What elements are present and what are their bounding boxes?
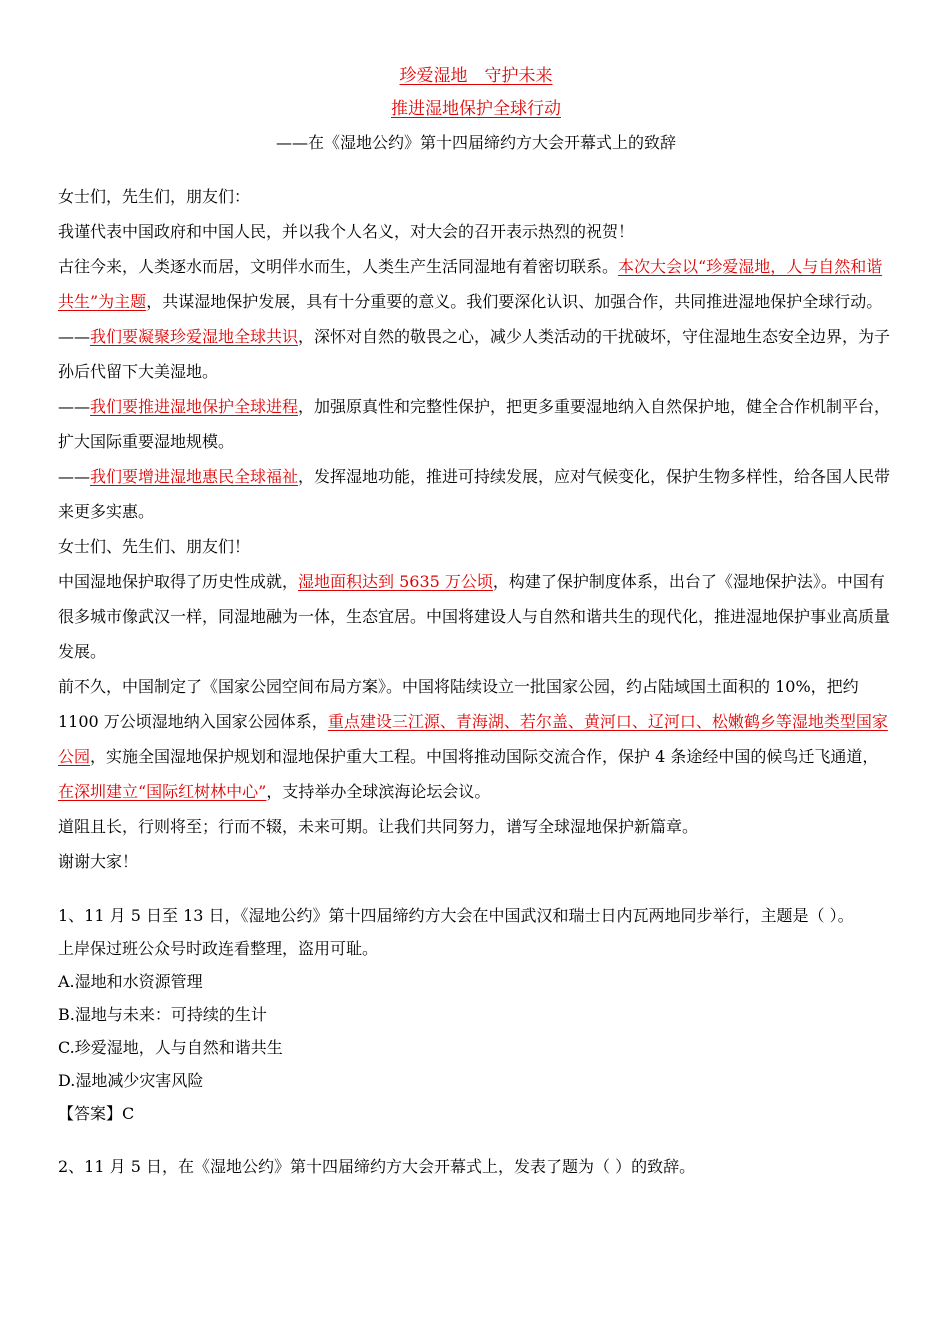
- greeting-2: 女士们、先生们、朋友们！: [58, 537, 251, 556]
- highlight-process: 我们要推进湿地保护全球进程: [90, 397, 299, 416]
- paragraph-1: 我谨代表中国政府和中国人民，并以我个人名义，对大会的召开表示热烈的祝贺！: [58, 222, 635, 241]
- highlight-area: 湿地面积达到 5635 万公顷: [298, 572, 493, 591]
- question-1: 1、11 月 5 日至 13 日，《湿地公约》第十四届缔约方大会在中国武汉和瑞士日内瓦两地同步举行，主题是（ ）。: [58, 906, 854, 925]
- paragraph-5: ——我们要增进湿地惠民全球福祉，发挥湿地功能，推进可持续发展，应对气候变化，保护生物多样性，给各国人民带来更多实惠。: [58, 467, 891, 521]
- paragraph-9: 谢谢大家！: [58, 852, 139, 871]
- subtitle: ——在《湿地公约》第十四届缔约方大会开幕式上的致辞: [275, 133, 676, 152]
- paragraph-4: ——我们要推进湿地保护全球进程，加强原真性和完整性保护，把更多重要湿地纳入自然保护地，健全合作机制平台，扩大国际重要湿地规模。: [58, 397, 891, 451]
- paragraph-2: 古往今来，人类逐水而居，文明伴水而生，人类生产生活同湿地有着密切联系。本次大会以“珍爱湿地，人与自然和谐共生”为主题，共谋湿地保护发展，具有十分重要的意义。我们要深化认识、加强合作，共同推进湿地保护全球行动。: [58, 257, 883, 311]
- title-line-2: 推进湿地保护全球行动: [391, 99, 561, 119]
- answer: 【答案】C: [58, 1104, 135, 1123]
- highlight-mangrove-center: 在深圳建立“国际红树林中心”: [58, 782, 267, 801]
- option-a: A.湿地和水资源管理: [58, 972, 203, 991]
- highlight-national-parks: 重点建设三江源、青海湖、若尔盖、黄河口、辽河口、松嫩鹤乡等湿地类型国家公园: [58, 712, 888, 766]
- paragraph-8: 道阻且长，行则将至；行而不辍，未来可期。让我们共同努力，谱写全球湿地保护新篇章。: [58, 817, 699, 836]
- highlight-welfare: 我们要增进湿地惠民全球福祉: [90, 467, 299, 486]
- option-b: B.湿地与未来：可持续的生计: [58, 1005, 267, 1024]
- paragraph-3: ——我们要凝聚珍爱湿地全球共识，深怀对自然的敬畏之心，减少人类活动的干扰破坏，守住湿地生态安全边界，为子孙后代留下大美湿地。: [58, 327, 891, 381]
- option-d: D.湿地减少灾害风险: [58, 1071, 204, 1090]
- option-c: C.珍爱湿地，人与自然和谐共生: [58, 1038, 283, 1057]
- question-2: 2、11 月 5 日，在《湿地公约》第十四届缔约方大会开幕式上，发表了题为（ ）的致辞。: [58, 1157, 696, 1176]
- paragraph-6: 中国湿地保护取得了历史性成就，湿地面积达到 5635 万公顷，构建了保护制度体系，出台了《湿地保护法》。中国有很多城市像武汉一样，同湿地融为一体，生态宜居。中国将建设人与自然和谐共生的现代化，推进湿地保护事业高质量发展。: [58, 572, 891, 661]
- source-note: 上岸保过班公众号时政连看整理，盗用可耻。: [58, 939, 379, 958]
- document-page: [58, 60, 894, 1183]
- greeting-1: 女士们，先生们，朋友们：: [58, 187, 251, 206]
- title-line-1: 珍爱湿地 守护未来: [399, 66, 553, 86]
- paragraph-7: 前不久，中国制定了《国家公园空间布局方案》。中国将陆续设立一批国家公园，约占陆域国土面积的 10%，把约 1100 万公顷湿地纳入国家公园体系，重点建设三江源、青海湖、若尔盖、黄河口、辽河口、松嫩鹤乡等湿地类型国家公园，实施全国湿地保护规划和湿地保护重大工程。中国将推动国际交流合作，保护 4 条途经中国的候鸟迁飞通道，在深圳建立“国际红树林中心”，支持举办全球滨海论坛会议。: [58, 677, 888, 801]
- highlight-consensus: 我们要凝聚珍爱湿地全球共识: [90, 327, 299, 346]
- highlight-theme: 本次大会以“珍爱湿地，人与自然和谐共生”为主题: [58, 257, 883, 311]
